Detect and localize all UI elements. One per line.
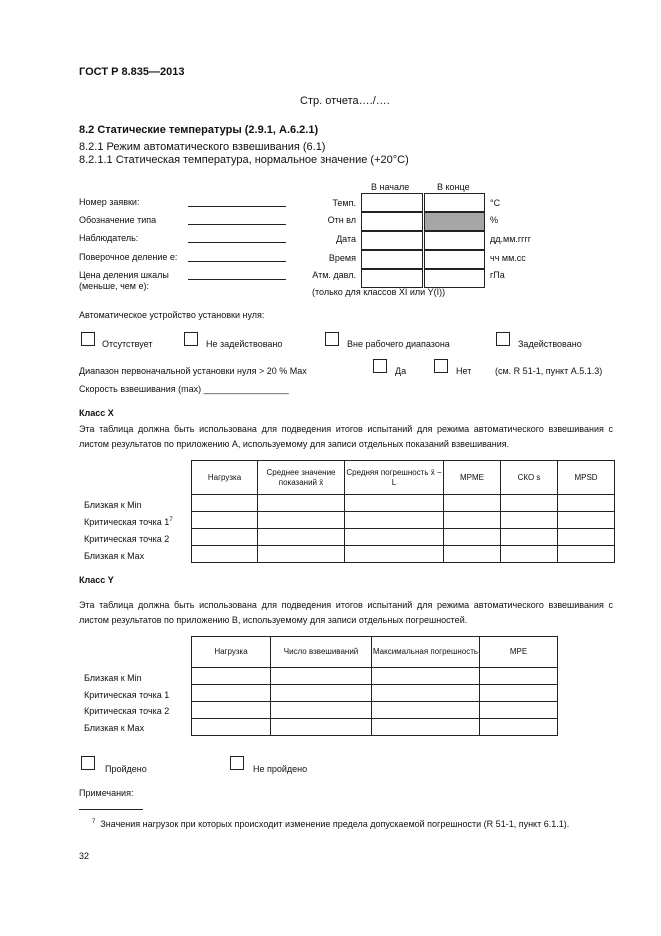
table-cell[interactable] [558,495,615,512]
header-mean-error: Средняя погрешность x̄ − L [345,461,444,495]
time-end-cell[interactable] [424,250,485,269]
table-cell[interactable] [480,702,558,719]
table-cell[interactable] [258,529,345,546]
pressure-unit: гПа [490,270,505,280]
table-cell[interactable] [258,495,345,512]
header-max-error: Максимальная погрешность [372,637,480,668]
table-cell[interactable] [192,512,258,529]
time-unit: чч мм.сс [490,253,526,263]
failed-label: Не пройдено [253,764,308,774]
header-mpsd: MPSD [558,461,615,495]
table-cell[interactable] [558,529,615,546]
humidity-start-cell[interactable] [361,212,423,231]
scale-interval-label: Цена деления шкалы [79,270,169,280]
row-label-critical-2: Критическая точка 2 [84,706,170,716]
scale-interval-field[interactable] [188,279,286,280]
notes-label: Примечания: [79,788,134,798]
table-cell[interactable] [444,512,501,529]
checkbox-no[interactable] [434,359,448,373]
class-y-description: Эта таблица должна быть использована для подведения итогов испытаний для режима автоматического взвешивания с листом результатов по приложению В, используемому для записи отдельных погрешностей. [79,600,613,625]
type-designation-field[interactable] [188,224,286,225]
row-label-near-max: Близкая к Max [84,551,145,561]
table-cell[interactable] [345,512,444,529]
temperature-unit: °C [490,198,501,208]
request-number-label: Номер заявки: [79,197,140,207]
subsection-title: 8.2.1 Режим автоматического взвешивания (6.1) [79,141,326,153]
checkbox-failed[interactable] [230,756,244,770]
header-std-dev: СКО s [501,461,558,495]
table-cell[interactable] [444,529,501,546]
checkbox-not-engaged[interactable] [184,332,198,346]
table-cell[interactable] [192,495,258,512]
table-cell[interactable] [558,546,615,563]
row-label-near-max: Близкая к Max [84,723,145,733]
date-start-cell[interactable] [361,231,423,250]
humidity-label: Отн вл [327,215,356,225]
table-cell[interactable] [345,529,444,546]
footnote-text: $^7$ Значения нагрузок при которых происходит изменение предела допускаемой погрешности (R 51-1, пункт 6.1.1). [92,819,570,829]
pressure-start-cell[interactable] [361,269,423,288]
header-mpe: MPE [480,637,558,668]
footnote-ref[interactable]: 7 [169,517,173,523]
subsubsection-title: 8.2.1.1 Статическая температура, нормальное значение (+20°С) [79,154,409,166]
yes-label: Да [395,366,407,376]
reference-note: (см. R 51-1, пункт А.5.1.3) [495,366,603,376]
type-designation-label: Обозначение типа [79,215,157,225]
temperature-end-cell[interactable] [424,193,485,212]
table-cell[interactable] [345,546,444,563]
header-mpme: MPME [444,461,501,495]
page-number: 32 [79,851,90,861]
temperature-label: Темп. [332,198,356,208]
temperature-start-cell[interactable] [361,193,423,212]
section-title: 8.2 Статические температуры (2.9.1, А.6.2.1) [79,124,319,136]
table-cell[interactable] [372,685,480,702]
weighing-speed-label: Скорость взвешивания (max) _________________ [79,384,289,394]
classes-note: (только для классов XI или Y(I)) [312,287,446,297]
table-cell[interactable] [372,668,480,685]
option-absent-label: Отсутствует [102,339,153,349]
table-cell[interactable] [192,546,258,563]
initial-zero-label: Диапазон первоначальной установки нуля > 20 % Max [79,366,307,376]
table-cell[interactable] [271,719,372,736]
col-start-header: В начале [371,182,410,192]
table-cell[interactable] [501,546,558,563]
class-y-title: Класс Y [79,575,114,585]
option-out-of-range-label: Вне рабочего диапазона [347,339,450,349]
table-cell[interactable] [558,512,615,529]
table-cell[interactable] [258,546,345,563]
table-cell[interactable] [192,719,271,736]
class-x-table [191,460,615,563]
verification-interval-field[interactable] [188,261,286,262]
checkbox-engaged[interactable] [496,332,510,346]
date-label: Дата [336,234,356,244]
humidity-end-cell-shaded [424,212,485,231]
table-cell[interactable] [480,685,558,702]
table-cell[interactable] [192,702,271,719]
class-y-table [191,636,558,736]
checkbox-absent[interactable] [81,332,95,346]
passed-label: Пройдено [105,764,147,774]
header-mean-indication: Среднее значение показаний x̄ [258,461,345,495]
checkbox-passed[interactable] [81,756,95,770]
date-end-cell[interactable] [424,231,485,250]
table-cell[interactable] [480,719,558,736]
time-label: Время [328,253,356,263]
table-cell[interactable] [444,546,501,563]
scale-interval-label-2: (меньше, чем e): [79,281,149,291]
option-not-engaged-label: Не задействовано [206,339,283,349]
table-cell[interactable] [192,529,258,546]
table-cell[interactable] [444,495,501,512]
pressure-end-cell[interactable] [424,269,485,288]
no-label: Нет [456,366,472,376]
checkbox-yes[interactable] [373,359,387,373]
table-cell[interactable] [345,495,444,512]
class-x-title: Класс X [79,408,114,418]
table-cell[interactable] [192,668,271,685]
row-label-critical-2: Критическая точка 2 [84,534,170,544]
humidity-unit: % [490,215,499,225]
table-cell[interactable] [501,529,558,546]
class-x-description: Эта таблица должна быть использована для подведения итогов испытаний для режима автоматического взвешивания с листом результатов по приложению А, используемому для записи отдельных показаний взвешивания. [79,424,613,449]
table-cell[interactable] [271,702,372,719]
zero-device-title: Автоматическое устройство установки нуля: [79,310,265,320]
header-load: Нагрузка [192,637,271,668]
col-end-header: В конце [437,182,470,192]
table-cell[interactable] [501,495,558,512]
footnote-mark: 7 [92,819,96,825]
request-number-field[interactable] [188,206,286,207]
table-cell[interactable] [501,512,558,529]
row-label-near-min: Близкая к Min [84,673,142,683]
standard-header: ГОСТ Р 8.835—2013 [79,66,185,78]
table-cell[interactable] [271,685,372,702]
pressure-label: Атм. давл. [312,270,356,280]
header-load: Нагрузка [192,461,258,495]
table-cell[interactable] [192,685,271,702]
observer-label: Наблюдатель: [79,233,139,243]
table-cell[interactable] [271,668,372,685]
header-weighings-count: Число взвешиваний [271,637,372,668]
footnote-separator [79,809,143,810]
date-unit: дд.мм.гггг [490,234,532,244]
table-cell[interactable] [372,702,480,719]
table-cell[interactable] [258,512,345,529]
option-engaged-label: Задействовано [518,339,582,349]
time-start-cell[interactable] [361,250,423,269]
checkbox-out-of-range[interactable] [325,332,339,346]
table-cell[interactable] [480,668,558,685]
row-label-critical-1: Критическая точка 1 [84,690,170,700]
verification-interval-label: Поверочное деление e: [79,252,178,262]
row-label-critical-1: Критическая точка $1^7$ [84,517,173,527]
row-label-near-min: Близкая к Min [84,500,142,510]
observer-field[interactable] [188,242,286,243]
report-page-number: Стр. отчета…./…. [300,95,390,107]
table-cell[interactable] [372,719,480,736]
